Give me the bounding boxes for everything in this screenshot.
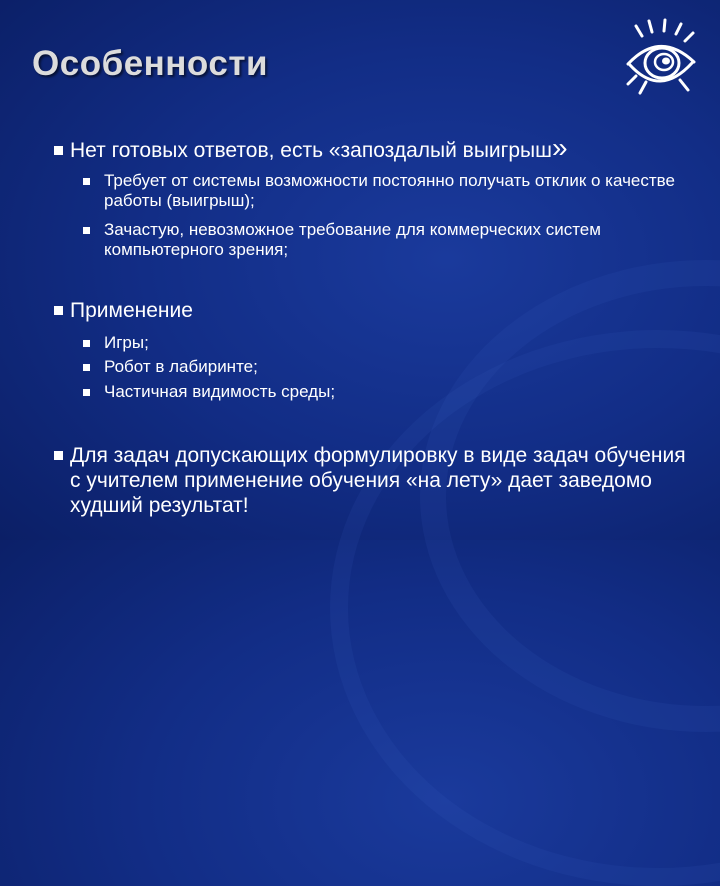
eye-logo-icon	[622, 18, 698, 96]
square-bullet-icon	[83, 227, 90, 234]
square-bullet-icon	[54, 146, 63, 155]
square-bullet-icon	[83, 364, 90, 371]
square-bullet-icon	[54, 451, 63, 460]
sub-bullet-item: Игры;	[104, 333, 689, 353]
sub-bullet-item: Робот в лабиринте;	[104, 357, 689, 377]
background-swirl	[330, 330, 720, 886]
sub-bullet-item: Требует от системы возможности постоянно получать отклик о качестве работы (выигрыш);	[104, 171, 689, 211]
square-bullet-icon	[83, 340, 90, 347]
slide-title: Особенности	[32, 44, 268, 83]
square-bullet-icon	[83, 178, 90, 185]
square-bullet-icon	[83, 389, 90, 396]
bullet-item: Нет готовых ответов, есть «запоздалый выигрыш»	[70, 138, 710, 163]
sub-bullet-item: Зачастую, невозможное требование для коммерческих систем компьютерного зрения;	[104, 220, 689, 260]
sub-bullet-item: Частичная видимость среды;	[104, 382, 689, 402]
square-bullet-icon	[54, 306, 63, 315]
bullet-item: Для задач допускающих формулировку в виде задач обучения с учителем применение обучения «на лету» дает заведомо худший результат!	[70, 443, 690, 518]
bullet-item: Применение	[70, 298, 710, 323]
